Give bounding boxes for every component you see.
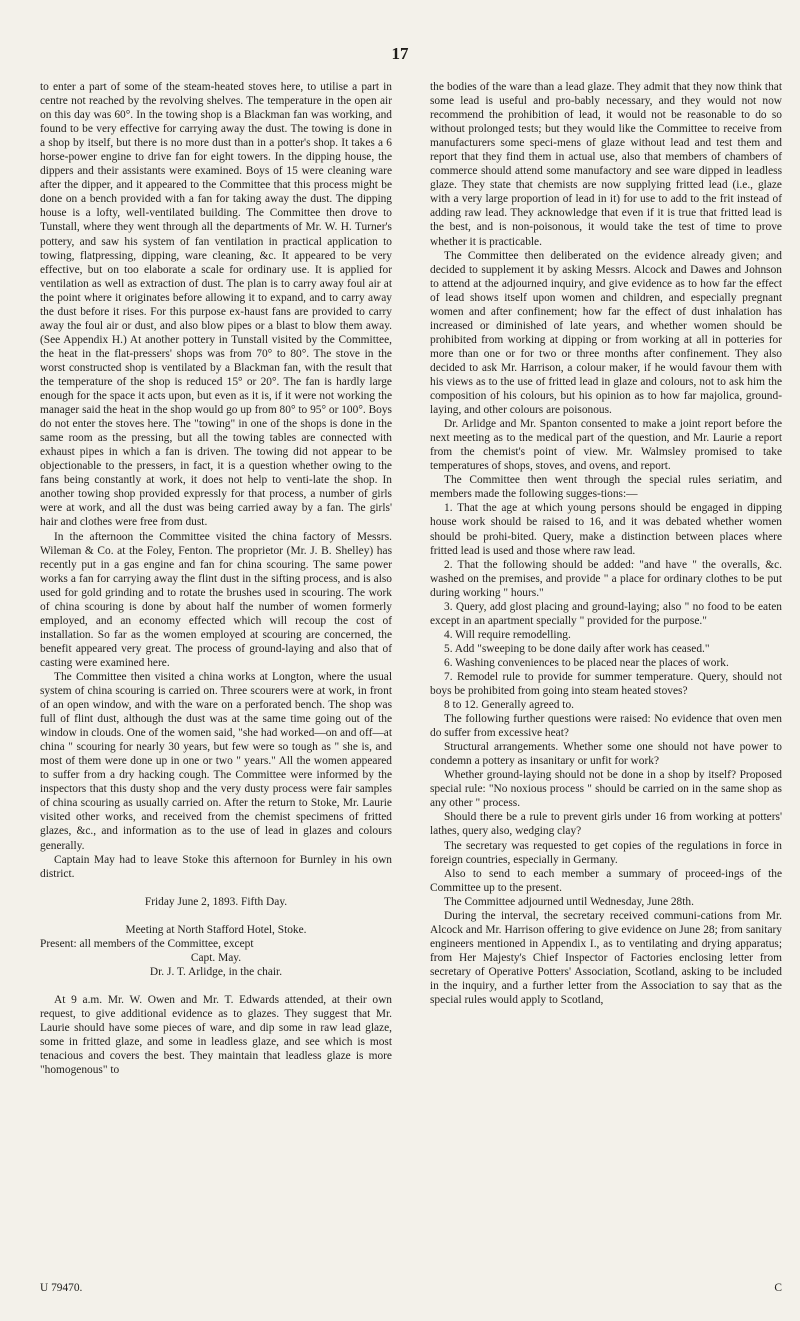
paragraph: Whether ground-laying should not be done in a shop by itself? Proposed special rule: "No noxious process " should be carried on in the same shop as any other " process. bbox=[430, 769, 782, 810]
rule-item: 2. That the following should be added: "and have " the overalls, &c. washed on the premises, and provide " a place for ordinary clothes to be put during working " hours." bbox=[430, 558, 782, 599]
paragraph: Captain May had to leave Stoke this afternoon for Burnley in his own district. bbox=[40, 853, 392, 880]
paragraph: Also to send to each member a summary of proceed-ings of the Committee up to the present. bbox=[430, 867, 782, 894]
paragraph: The Committee then visited a china works at Longton, where the usual system of china scouring is carried on. Three scourers were at work, in front of an open window, and with the ware on a perforated bench. The shop was full of flint dust, although the dust was at the same time going out of the window in clouds. One of the women said, "she had worked—on and off—at china " scouring for nearly 30 years, but few were so tough as " she is, and most of them were done up in one or two " years." All the women appeared to suffer from a dry hacking cough. The Committee were informed by the inspectors that this dusty shop and the very dusty process were fair samples of china scouring as usually carried on. After the return to Stoke, Mr. Laurie visited other works, and received from the chemist specimens of fritted glazes, &c., and information as to the use of lead in glazes and colours generally. bbox=[40, 670, 392, 852]
meeting-except: Capt. May. bbox=[190, 951, 242, 964]
paragraph: to enter a part of some of the steam-heated stoves here, to utilise a part in centre not reached by the revolving shelves. The temperature in the open air on this day was 60°. In the towing shop is a Blackman fan was working, and found to be very effective for carrying away the dust. The towing is done in a shop by itself, but there is no more dust than in a potter's shop. It takes a 6 horse-power engine to drive fan for eight towers. In the dipping house, the dippers and their assistants were examined. Boys of 15 were cleaning ware after the dipper, and it appeared to the Committee that this process might be done on a bench provided with a fan for taking away the dust. The dipping house is a lofty, well-ventilated building. The Committee then drove to Tunstall, where they went through all the departments of Mr. W. H. Turner's pottery, and saw his system of fan ventilation in practical application to towing, flatpressing, dipping, ware cleaning, &c. It appeared to be very effective, but on too elaborate a scale for ordinary use. It is applied for ventilation as well as extraction of dust. The plan is to carry away foul air at the point where it originates before allowing it to expand, and to carry away the dust before it rises. For this purpose ex-haust fans are provided to carry away the foul air or dust, and also blow pipes or a blast to blow them away. (See Appendix H.) At another pottery in Tunstall visited by the Committee, the heat in the flat-pressers' shops was from 70° to 80°. The stove in the worst constructed shop is ventilated by a Blackman fan, with the result that the temperature of the shop is reduced 15° or 20°. The fan is hardly large enough for the space it acts upon, but even as it is, if it were not working the manager said the heat in the shop would go up from 80° to 95° or 100°. Boys do not enter the stoves here. The "towing" in one of the shops is done in the same room as the pressing, but all the towing tables are connected with exhaust pipes in which a fan is driven. The towing did not appear to be objectionable to the pressers, in fact, it is a question whether owing to the fans being constantly at work, it does not help to venti-late the shop. In another towing shop provided expressly for that process, a number of girls were at work, and all the dust was being carried away by a fan. The girls' hair and clothes were free from dust. bbox=[40, 81, 392, 529]
meeting-present: Present: all members of the Committee, except bbox=[40, 937, 254, 950]
meeting-place: Meeting at North Stafford Hotel, Stoke. bbox=[125, 923, 307, 936]
paragraph: the bodies of the ware than a lead glaze. They admit that they now think that some lead is useful and pro-bably necessary, and they would not now recommend the prohibition of lead, it would not be reasonable to do so without prolonged tests; but they would like the Committee to receive from manufacturers some speci-mens of glaze without lead and test them and report that they find them in actual use, also that members of chambers of commerce should attend some manufactory and see ware dipped in leadless glaze. They state that chemists are now supplying fritted lead (i.e., glaze with a very large proportion of lead in it) for use to add to the frit instead of adding raw lead. They acknowledge that even if it is true that fritted lead is the best, and is non-poisonous, it would take the test of time to prove whether it is practicable. bbox=[430, 81, 782, 248]
paragraph: The secretary was requested to get copies of the regulations in force in foreign countries, especially in Germany. bbox=[430, 839, 782, 866]
paragraph: During the interval, the secretary received communi-cations from Mr. Alcock and Mr. Harrison offering to give evidence on June 28; from sanitary engineers mentioned in Appendix I., as to ventilating and drying apparatus; from Her Majesty's Chief Inspector of Factories enclosing letter from secretary of Operative Potters' Association, Scotland, asking to be included in the inquiry, and a further letter from the Association to say that as the special rules would apply to Scotland, bbox=[430, 909, 782, 1007]
meeting-chair: Dr. J. T. Arlidge, in the chair. bbox=[149, 965, 283, 978]
rule-item: 1. That the age at which young persons should be engaged in dipping house work should be raised to 16, and it was debated whether women should be prohi-bited. Query, make a distinction between places where fritted lead is used and those where raw lead. bbox=[430, 502, 782, 557]
paragraph: Dr. Arlidge and Mr. Spanton consented to make a joint report before the next meeting as to the medical part of the question, and Mr. Laurie a report from the chemist's point of view. Mr. Walmsley promised to take temperatures of shops, stoves, and ovens, and report. bbox=[430, 418, 782, 473]
right-column bbox=[430, 80, 782, 1295]
paragraph: The Committee adjourned until Wednesday, June 28th. bbox=[444, 895, 694, 908]
rule-item: 4. Will require remodelling. bbox=[444, 628, 571, 641]
footer-left: U 79470. bbox=[40, 1281, 83, 1294]
rule-item: 7. Remodel rule to provide for summer temperature. Query, should not boys be prohibited from going into steam heated stoves? bbox=[430, 670, 782, 698]
rule-item: 3. Query, add glost placing and ground-laying; also " no food to be eaten except in an apartment specially " provided for the purpose." bbox=[430, 600, 782, 627]
rule-item: 8 to 12. Generally agreed to. bbox=[444, 699, 574, 712]
paragraph: The Committee then deliberated on the evidence already given; and decided to supplement it by asking Messrs. Alcock and Dawes and Johnson to attend at the adjourned inquiry, and give evidence as to how far the effect of lead shows itself upon women and children, and especially pregnant women and after confinement; how far the effect of dust inhalation has increased or diminished of late years, and whether women should be prohibited from working at dipping or from working at all in potteries for more than one or for two or three months after confinement. They also decided to ask Mr. Harrison, a colour maker, if he would favour them with his views as to the use of fritted lead in glaze and colours, not to ask him the composition of his colours, but his opinion as to how far majolica, ground-laying, and other colours are poisonous. bbox=[430, 249, 782, 417]
footer-right: C bbox=[774, 1281, 782, 1294]
meeting-date: Friday June 2, 1893. Fifth Day. bbox=[144, 895, 288, 908]
paragraph: Structural arrangements. Whether some one should not have power to condemn a pottery as insanitary or unfit for work? bbox=[430, 741, 782, 768]
paragraph: Should there be a rule to prevent girls under 16 from working at potters' lathes, query also, wedging clay? bbox=[430, 811, 782, 838]
paragraph: At 9 a.m. Mr. W. Owen and Mr. T. Edwards attended, at their own request, to give additional evidence as to glazes. They suggest that Mr. Laurie should have some pieces of ware, and dip some in raw lead glaze, some in fritted glaze, and some in leadless glaze, and see which is most tenacious and covers the best. They maintain that leadless glaze is more "homogenous" to bbox=[40, 993, 392, 1077]
rule-item: 5. Add "sweeping to be done daily after work has ceased." bbox=[444, 642, 710, 655]
page-number: 17 bbox=[391, 44, 409, 63]
rule-item: 6. Washing conveniences to be placed near the places of work. bbox=[444, 656, 729, 669]
paragraph: The Committee then went through the special rules seriatim, and members made the following sugges-tions:— bbox=[430, 474, 782, 501]
paragraph: The following further questions were raised: No evidence that oven men do suffer from excessive heat? bbox=[430, 713, 782, 740]
paragraph: In the afternoon the Committee visited the china factory of Messrs. Wileman & Co. at the Foley, Fenton. The proprietor (Mr. J. B. Shelley) has recently put in a gas engine and fan for china scouring. The same power works a fan for carrying away the flint dust in the sifting process, and is also used for gold grinding and to rotate the brushes used in scouring. The work of china scouring is done by about half the number of women formerly employed, and an economy effected which will recoup the cost of installation. So far as the women employed at scouring are concerned, the benefit appeared very great. The process of ground-laying and also that of casting were examined here. bbox=[40, 530, 392, 669]
left-column bbox=[40, 80, 392, 1295]
